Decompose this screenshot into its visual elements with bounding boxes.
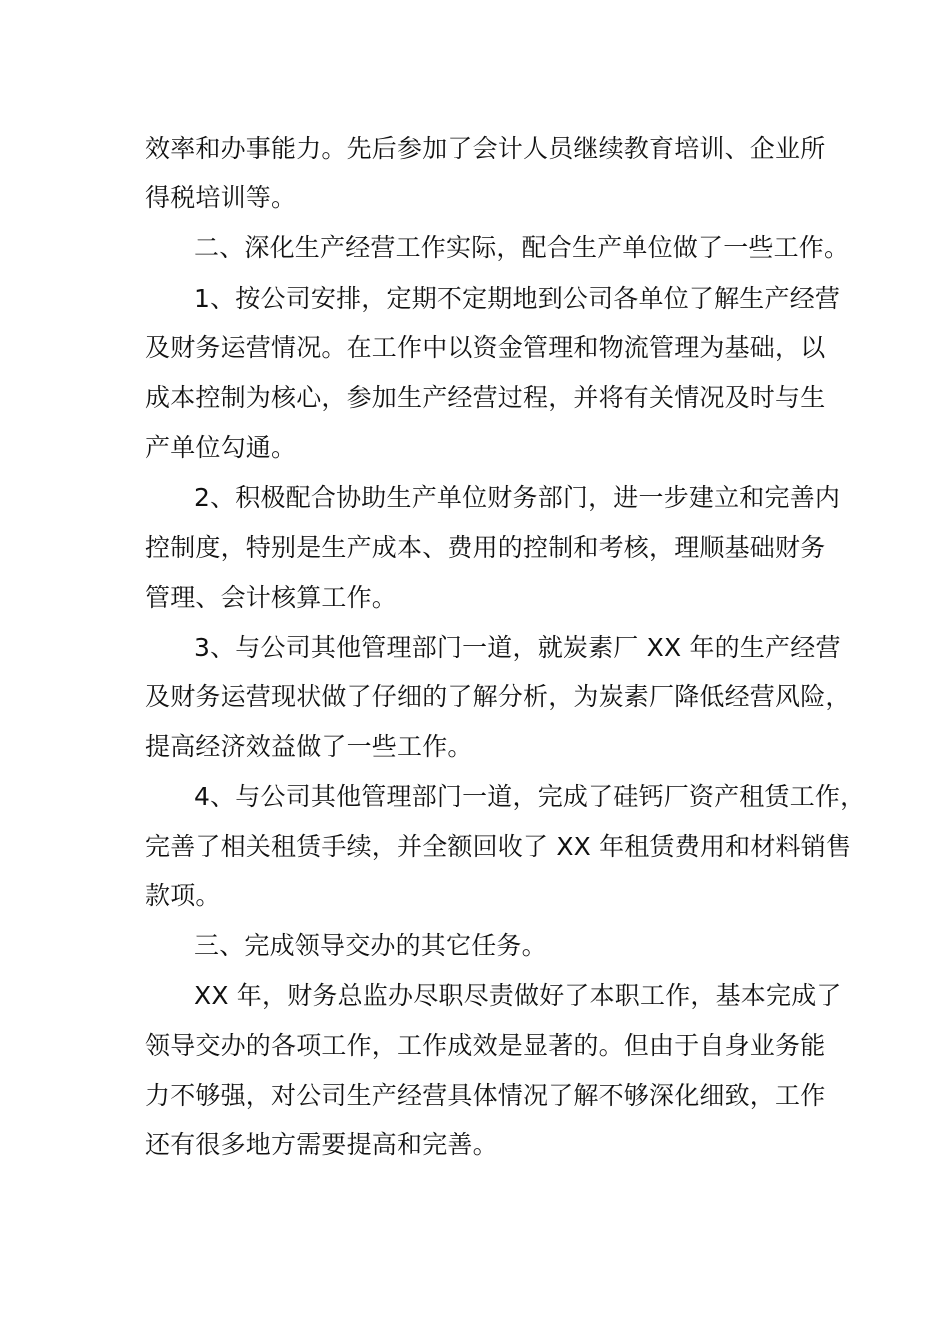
text-line: 及财务运营情况。在工作中以资金管理和物流管理为基础，以	[145, 333, 826, 362]
text-line: 2、积极配合协助生产单位财务部门，进一步建立和完善内	[194, 483, 841, 512]
text-line: 还有很多地方需要提高和完善。	[145, 1130, 498, 1159]
section-heading: 三、完成领导交办的其它任务。	[194, 931, 547, 960]
text-line: 领导交办的各项工作，工作成效是显著的。但由于自身业务能	[145, 1031, 826, 1060]
text-line: 3、与公司其他管理部门一道，就炭素厂 XX 年的生产经营	[194, 633, 841, 662]
text-line: 款项。	[145, 881, 221, 910]
text-line: 提高经济效益做了一些工作。	[145, 732, 473, 761]
text-line: 产单位勾通。	[145, 433, 297, 462]
text-line: 1、按公司安排，定期不定期地到公司各单位了解生产经营	[194, 284, 841, 313]
section-heading: 二、深化生产经营工作实际，配合生产单位做了一些工作。	[194, 233, 850, 262]
text-line: 及财务运营现状做了仔细的了解分析，为炭素厂降低经营风险，	[145, 682, 851, 711]
text-line: 4、与公司其他管理部门一道，完成了硅钙厂资产租赁工作，	[194, 782, 866, 811]
text-line: 效率和办事能力。先后参加了会计人员继续教育培训、企业所	[145, 134, 826, 163]
text-line: 力不够强，对公司生产经营具体情况了解不够深化细致，工作	[145, 1081, 826, 1110]
text-line: 成本控制为核心，参加生产经营过程，并将有关情况及时与生	[145, 383, 826, 412]
text-line: 得税培训等。	[145, 183, 297, 212]
text-line: 完善了相关租赁手续，并全额回收了 XX 年租赁费用和材料销售	[145, 832, 852, 861]
text-line: 控制度，特别是生产成本、费用的控制和考核，理顺基础财务	[145, 533, 826, 562]
text-line: XX 年，财务总监办尽职尽责做好了本职工作，基本完成了	[194, 981, 842, 1010]
text-line: 管理、会计核算工作。	[145, 583, 398, 612]
